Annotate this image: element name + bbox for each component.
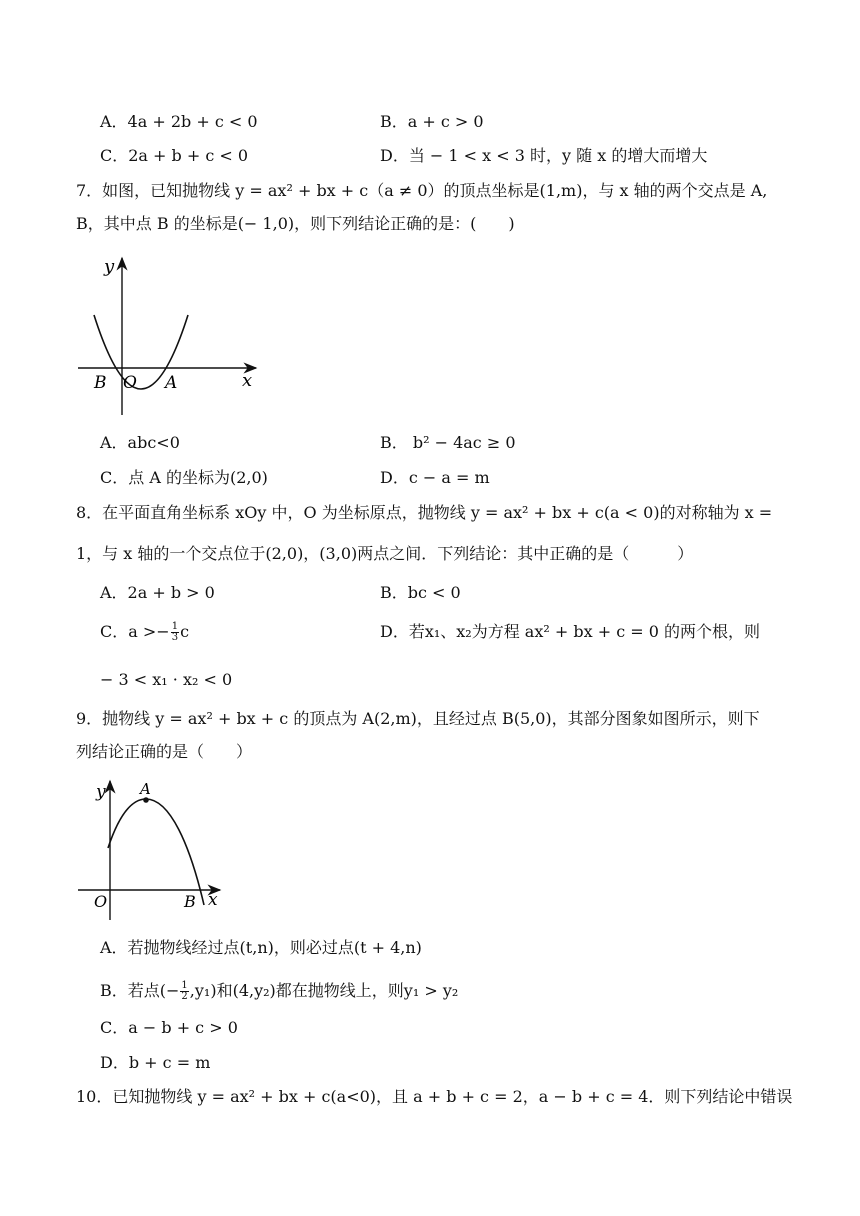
q10-stem-line1: 10．已知抛物线 y = ax² + bx + c(a<0)，且 a + b + c = 2，a − b + c = 4．则下列结论中错误 [76,1087,793,1106]
q7-label-y: y [104,256,115,277]
q9-label-o: O [94,892,108,911]
q9-option-b-suffix: ,y₁)和(4,y₂)都在抛物线上，则y₁ > y₂ [189,981,459,1000]
q8-option-c-fraction [171,622,179,643]
q9-option-a: A．若抛物线经过点(t,n)，则必过点(t + 4,n) [100,938,422,957]
q9-option-c: C．a − b + c > 0 [100,1018,238,1037]
q7-stem-line1: 7．如图，已知抛物线 y = ax² + bx + c（a ≠ 0）的顶点坐标是(1,m)，与 x 轴的两个交点是 A, [76,181,768,200]
q9-parabola-curve [108,799,204,905]
q6-option-d: D．当 − 1 < x < 3 时，y 随 x 的增大而增大 [380,146,708,165]
q7-option-a: A．abc<0 [100,433,180,452]
q8-option-a: A．2a + b > 0 [100,583,215,602]
q6-option-b: B．a + c > 0 [380,112,484,131]
q8-option-c-numerator: 1 [171,621,179,632]
q9-label-x: x [208,890,218,910]
q9-label-y: y [96,782,106,802]
q8-option-b: B．bc < 0 [380,583,461,602]
q7-parabola-graph [74,250,274,420]
q7-label-x: x [242,370,253,391]
q6-option-c: C．2a + b + c < 0 [100,146,249,165]
q9-option-b-fraction [180,981,188,1002]
q8-option-c-prefix: C．a >− [100,622,170,641]
q8-option-c-denominator: 3 [171,632,179,643]
q7-option-c: C．点 A 的坐标为(2,0) [100,468,268,487]
q8-option-c-suffix: c [180,622,190,641]
q7-option-b: B． b² − 4ac ≥ 0 [380,433,516,452]
q7-label-o: O [123,373,137,393]
q9-label-b: B [184,892,196,911]
q8-option-c [100,621,189,643]
q8-option-d-continued: − 3 < x₁ · x₂ < 0 [100,670,233,689]
q7-stem-line2: B，其中点 B 的坐标是(− 1,0)，则下列结论正确的是：( ) [76,214,515,233]
q9-option-b-denominator: 2 [181,991,188,1002]
q8-stem-line1: 8．在平面直角坐标系 xOy 中，O 为坐标原点，抛物线 y = ax² + bx + c(a < 0)的对称轴为 x = [76,503,773,522]
q9-vertex-point [143,797,149,803]
q9-stem-line2: 列结论正确的是（ ） [76,742,253,761]
q9-parabola-graph [74,775,234,920]
q9-option-b-numerator: 1 [181,980,188,991]
q7-label-b: B [94,373,107,393]
q9-stem-line1: 9．抛物线 y = ax² + bx + c 的顶点为 A(2,m)，且经过点 B(5,0)，其部分图象如图所示，则下 [76,709,760,728]
q9-option-b [100,980,458,1002]
q8-option-d: D．若x₁、x₂为方程 ax² + bx + c = 0 的两个根，则 [380,622,760,641]
q7-label-a: A [165,373,178,393]
q8-stem-line2: 1，与 x 轴的一个交点位于(2,0)，(3,0)两点之间．下列结论：其中正确的是（ ） [76,544,694,563]
q9-label-a: A [140,780,151,798]
q9-option-d: D．b + c = m [100,1053,211,1072]
q9-option-b-prefix: B．若点(− [100,981,180,1000]
q7-option-d: D．c − a = m [380,468,490,487]
q6-option-a: A．4a + 2b + c < 0 [100,112,258,131]
